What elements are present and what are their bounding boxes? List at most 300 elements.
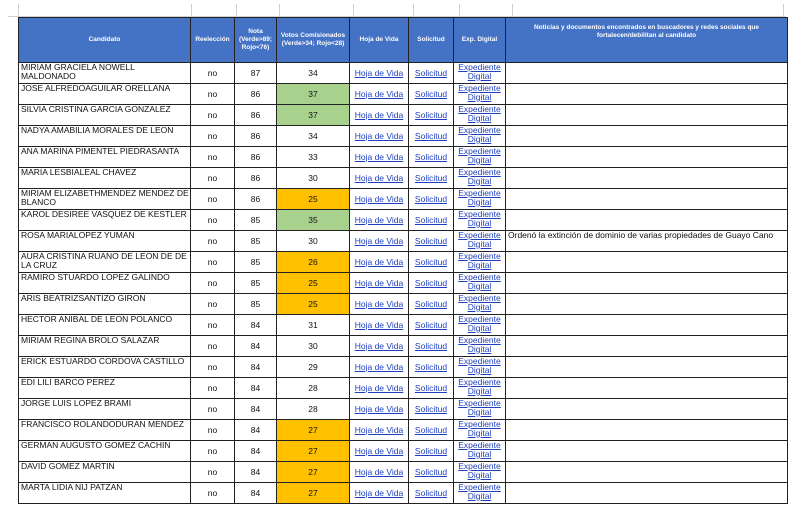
solicitud-link[interactable]: Solicitud (414, 151, 448, 162)
table-row (19, 294, 788, 315)
candidate-name: EDI LILI BARCO PEREZ (19, 378, 191, 399)
solicitud-cell (409, 126, 454, 147)
expediente-digital-link[interactable] (458, 273, 501, 291)
expediente-cell (454, 441, 506, 462)
noticia-cell (506, 315, 788, 336)
candidates-table (18, 17, 788, 504)
expediente-line1: Expediente (458, 335, 501, 345)
reeleccion-value: no (191, 126, 235, 147)
expediente-line1: Expediente (458, 104, 501, 114)
nota-value: 84 (235, 441, 277, 462)
hoja-de-vida-link[interactable]: Hoja de Vida (354, 424, 404, 435)
nota-value: 85 (235, 294, 277, 315)
noticia-cell (506, 273, 788, 294)
noticia-cell (506, 483, 788, 504)
nota-value: 85 (235, 273, 277, 294)
expediente-line1: Expediente (458, 62, 501, 72)
votos-value: 25 (277, 189, 350, 210)
noticia-cell (506, 105, 788, 126)
table-row (19, 336, 788, 357)
reeleccion-value: no (191, 315, 235, 336)
table-row (19, 63, 788, 84)
nota-value: 84 (235, 462, 277, 483)
candidate-name: ROSA MARIALOPEZ YUMAN (19, 231, 191, 252)
reeleccion-value: no (191, 294, 235, 315)
hoja-cell (350, 294, 409, 315)
expediente-line1: Expediente (458, 356, 501, 366)
expediente-cell (454, 189, 506, 210)
header-exp: Exp. Digital (454, 18, 506, 63)
nota-value: 86 (235, 126, 277, 147)
expediente-line2: Digital (467, 385, 492, 396)
nota-value: 86 (235, 84, 277, 105)
hoja-de-vida-link[interactable]: Hoja de Vida (354, 67, 404, 78)
solicitud-link[interactable]: Solicitud (414, 424, 448, 435)
solicitud-link[interactable]: Solicitud (414, 445, 448, 456)
expediente-digital-link[interactable] (458, 252, 501, 270)
candidate-name: MIRIAM REGINA BROLO SALAZAR (19, 336, 191, 357)
solicitud-cell (409, 336, 454, 357)
candidate-name: AURA CRISTINA RUANO DE LEON DE DE LA CRUZ (19, 252, 191, 273)
reeleccion-value: no (191, 63, 235, 84)
hoja-cell (350, 168, 409, 189)
expediente-line1: Expediente (458, 440, 501, 450)
expediente-cell (454, 294, 506, 315)
expediente-digital-link[interactable] (458, 126, 501, 144)
table-row (19, 231, 788, 252)
votos-value: 25 (277, 294, 350, 315)
expediente-digital-link[interactable] (458, 357, 501, 375)
nota-value: 87 (235, 63, 277, 84)
hoja-cell (350, 441, 409, 462)
expediente-digital-link[interactable] (458, 294, 501, 312)
expediente-cell (454, 63, 506, 84)
votos-value: 30 (277, 336, 350, 357)
hoja-de-vida-link[interactable]: Hoja de Vida (354, 88, 404, 99)
hoja-de-vida-link[interactable]: Hoja de Vida (354, 319, 404, 330)
nota-value: 84 (235, 357, 277, 378)
expediente-cell (454, 231, 506, 252)
candidate-name: NADYA AMABILIA MORALES DE LEON (19, 126, 191, 147)
solicitud-link[interactable]: Solicitud (414, 298, 448, 309)
solicitud-cell (409, 441, 454, 462)
hoja-cell (350, 147, 409, 168)
table-row (19, 462, 788, 483)
reeleccion-value: no (191, 273, 235, 294)
candidate-name: ERICK ESTUARDO CORDOVA CASTILLO (19, 357, 191, 378)
solicitud-cell (409, 483, 454, 504)
reeleccion-value: no (191, 105, 235, 126)
hoja-cell (350, 63, 409, 84)
expediente-line2: Digital (467, 133, 492, 144)
reeleccion-value: no (191, 378, 235, 399)
solicitud-link[interactable]: Solicitud (414, 403, 448, 414)
expediente-digital-link[interactable] (458, 378, 501, 396)
solicitud-cell (409, 315, 454, 336)
table-row (19, 168, 788, 189)
candidate-name: HECTOR ANIBAL DE LEON POLANCO (19, 315, 191, 336)
nota-value: 84 (235, 378, 277, 399)
solicitud-link[interactable]: Solicitud (414, 487, 448, 498)
nota-value: 85 (235, 252, 277, 273)
solicitud-link[interactable]: Solicitud (414, 193, 448, 204)
noticia-cell (506, 462, 788, 483)
expediente-digital-link[interactable] (458, 84, 501, 102)
solicitud-link[interactable]: Solicitud (414, 214, 448, 225)
table-row (19, 126, 788, 147)
votos-value: 25 (277, 273, 350, 294)
solicitud-cell (409, 294, 454, 315)
noticia-cell (506, 336, 788, 357)
expediente-line1: Expediente (458, 314, 501, 324)
candidate-name: MIRIAM ELIZABETHMENDEZ MENDEZ DE BLANCO (19, 189, 191, 210)
expediente-cell (454, 252, 506, 273)
hoja-de-vida-link[interactable]: Hoja de Vida (354, 235, 404, 246)
hoja-cell (350, 273, 409, 294)
table-row (19, 189, 788, 210)
candidate-name: ANA MARINA PIMENTEL PIEDRASANTA (19, 147, 191, 168)
noticia-cell (506, 126, 788, 147)
spreadsheet (8, 4, 786, 504)
expediente-line2: Digital (467, 91, 492, 102)
hoja-cell (350, 231, 409, 252)
expediente-line1: Expediente (458, 83, 501, 93)
solicitud-cell (409, 462, 454, 483)
expediente-cell (454, 462, 506, 483)
expediente-digital-link[interactable] (458, 63, 501, 81)
expediente-cell (454, 399, 506, 420)
noticia-cell (506, 357, 788, 378)
expediente-cell (454, 210, 506, 231)
reeleccion-value: no (191, 357, 235, 378)
expediente-digital-link[interactable] (458, 462, 501, 480)
candidate-name: ARIS BEATRIZSANTIZO GIRON (19, 294, 191, 315)
votos-value: 28 (277, 378, 350, 399)
table-row (19, 420, 788, 441)
candidate-name: RAMIRO STUARDO LOPEZ GALINDO (19, 273, 191, 294)
hoja-de-vida-link[interactable]: Hoja de Vida (354, 193, 404, 204)
table-row (19, 357, 788, 378)
expediente-line1: Expediente (458, 125, 501, 135)
expediente-digital-link[interactable] (458, 483, 501, 501)
hoja-cell (350, 210, 409, 231)
expediente-line1: Expediente (458, 146, 501, 156)
expediente-line1: Expediente (458, 419, 501, 429)
reeleccion-value: no (191, 210, 235, 231)
expediente-cell (454, 126, 506, 147)
hoja-cell (350, 378, 409, 399)
expediente-cell (454, 420, 506, 441)
hoja-de-vida-link[interactable]: Hoja de Vida (354, 382, 404, 393)
solicitud-cell (409, 147, 454, 168)
hoja-de-vida-link[interactable]: Hoja de Vida (354, 487, 404, 498)
expediente-cell (454, 378, 506, 399)
solicitud-cell (409, 210, 454, 231)
noticia-cell (506, 84, 788, 105)
reeleccion-value: no (191, 231, 235, 252)
expediente-digital-link[interactable] (458, 147, 501, 165)
votos-value: 27 (277, 420, 350, 441)
solicitud-cell (409, 84, 454, 105)
table-row (19, 210, 788, 231)
votos-value: 34 (277, 63, 350, 84)
expediente-line1: Expediente (458, 230, 501, 240)
expediente-line1: Expediente (458, 398, 501, 408)
expediente-cell (454, 315, 506, 336)
hoja-cell (350, 252, 409, 273)
hoja-de-vida-link[interactable]: Hoja de Vida (354, 109, 404, 120)
expediente-digital-link[interactable] (458, 315, 501, 333)
noticia-cell (506, 420, 788, 441)
hoja-de-vida-link[interactable]: Hoja de Vida (354, 130, 404, 141)
noticia-cell (506, 210, 788, 231)
solicitud-link[interactable]: Solicitud (414, 319, 448, 330)
expediente-line1: Expediente (458, 251, 501, 261)
expediente-digital-link[interactable] (458, 105, 501, 123)
expediente-line2: Digital (467, 322, 492, 333)
solicitud-cell (409, 273, 454, 294)
hoja-cell (350, 357, 409, 378)
reeleccion-value: no (191, 189, 235, 210)
solicitud-cell (409, 378, 454, 399)
expediente-line2: Digital (467, 70, 492, 81)
expediente-cell (454, 168, 506, 189)
solicitud-link[interactable]: Solicitud (414, 172, 448, 183)
votos-value: 27 (277, 441, 350, 462)
noticia-cell (506, 147, 788, 168)
expediente-line2: Digital (467, 238, 492, 249)
reeleccion-value: no (191, 462, 235, 483)
hoja-de-vida-link[interactable]: Hoja de Vida (354, 277, 404, 288)
solicitud-link[interactable]: Solicitud (414, 382, 448, 393)
expediente-line2: Digital (467, 406, 492, 417)
solicitud-cell (409, 168, 454, 189)
expediente-digital-link[interactable] (458, 189, 501, 207)
expediente-line2: Digital (467, 343, 492, 354)
expediente-digital-link[interactable] (458, 441, 501, 459)
hoja-de-vida-link[interactable]: Hoja de Vida (354, 340, 404, 351)
solicitud-link[interactable]: Solicitud (414, 88, 448, 99)
table-row (19, 252, 788, 273)
hoja-de-vida-link[interactable]: Hoja de Vida (354, 298, 404, 309)
nota-value: 84 (235, 336, 277, 357)
votos-value: 35 (277, 210, 350, 231)
solicitud-link[interactable]: Solicitud (414, 130, 448, 141)
table-row (19, 147, 788, 168)
nota-value: 85 (235, 210, 277, 231)
header-row (19, 18, 788, 63)
hoja-de-vida-link[interactable]: Hoja de Vida (354, 214, 404, 225)
nota-value: 84 (235, 315, 277, 336)
expediente-line2: Digital (467, 280, 492, 291)
candidate-name: JOSE ALFREDOAGUILAR ORELLANA (19, 84, 191, 105)
expediente-line2: Digital (467, 154, 492, 165)
table-row (19, 315, 788, 336)
noticia-cell (506, 399, 788, 420)
hoja-cell (350, 189, 409, 210)
hoja-de-vida-link[interactable]: Hoja de Vida (354, 466, 404, 477)
expediente-digital-link[interactable] (458, 231, 501, 249)
table-row (19, 84, 788, 105)
header-candidato: Candidato (19, 18, 191, 63)
reeleccion-value: no (191, 399, 235, 420)
expediente-line1: Expediente (458, 167, 501, 177)
hoja-de-vida-link[interactable]: Hoja de Vida (354, 361, 404, 372)
hoja-cell (350, 483, 409, 504)
noticia-cell (506, 168, 788, 189)
candidate-name: MARIA LESBIALEAL CHAVEZ (19, 168, 191, 189)
expediente-digital-link[interactable] (458, 420, 501, 438)
hoja-cell (350, 399, 409, 420)
table-row (19, 483, 788, 504)
hoja-cell (350, 315, 409, 336)
top-gridlines (8, 4, 786, 17)
expediente-line1: Expediente (458, 377, 501, 387)
hoja-cell (350, 126, 409, 147)
solicitud-cell (409, 252, 454, 273)
solicitud-link[interactable]: Solicitud (414, 235, 448, 246)
table-row (19, 399, 788, 420)
expediente-cell (454, 483, 506, 504)
reeleccion-value: no (191, 168, 235, 189)
solicitud-cell (409, 63, 454, 84)
candidate-name: DAVID GOMEZ MARTIN (19, 462, 191, 483)
votos-value: 29 (277, 357, 350, 378)
expediente-line2: Digital (467, 490, 492, 501)
votos-value: 33 (277, 147, 350, 168)
candidate-name: SILVIA CRISTINA GARCIA GONZALEZ (19, 105, 191, 126)
reeleccion-value: no (191, 441, 235, 462)
expediente-line1: Expediente (458, 188, 501, 198)
header-votos: Votos Comisionados (Verde>34; Rojo<28) (277, 18, 350, 63)
expediente-line2: Digital (467, 427, 492, 438)
reeleccion-value: no (191, 147, 235, 168)
votos-value: 27 (277, 483, 350, 504)
expediente-digital-link[interactable] (458, 399, 501, 417)
expediente-cell (454, 105, 506, 126)
noticia-cell (506, 63, 788, 84)
candidate-name: MARTA LIDIA NIJ PATZAN (19, 483, 191, 504)
hoja-de-vida-link[interactable]: Hoja de Vida (354, 172, 404, 183)
nota-value: 86 (235, 189, 277, 210)
header-noticias: Noticias y documentos encontrados en buscadores y redes sociales que fortalecen/debilitan al candidato (506, 18, 788, 63)
solicitud-link[interactable]: Solicitud (414, 109, 448, 120)
expediente-line1: Expediente (458, 272, 501, 282)
solicitud-link[interactable]: Solicitud (414, 277, 448, 288)
reeleccion-value: no (191, 336, 235, 357)
expediente-line2: Digital (467, 259, 492, 270)
solicitud-link[interactable]: Solicitud (414, 340, 448, 351)
hoja-de-vida-link[interactable]: Hoja de Vida (354, 403, 404, 414)
noticia-cell (506, 252, 788, 273)
nota-value: 84 (235, 420, 277, 441)
nota-value: 86 (235, 168, 277, 189)
noticia-cell: Ordenó la extinción de dominio de varias propiedades de Guayo Cano (506, 231, 788, 252)
hoja-de-vida-link[interactable]: Hoja de Vida (354, 256, 404, 267)
hoja-cell (350, 105, 409, 126)
reeleccion-value: no (191, 252, 235, 273)
expediente-line2: Digital (467, 301, 492, 312)
reeleccion-value: no (191, 483, 235, 504)
hoja-cell (350, 420, 409, 441)
solicitud-cell (409, 231, 454, 252)
expediente-line2: Digital (467, 196, 492, 207)
solicitud-cell (409, 189, 454, 210)
solicitud-cell (409, 420, 454, 441)
table-row (19, 441, 788, 462)
solicitud-link[interactable]: Solicitud (414, 67, 448, 78)
expediente-line2: Digital (467, 112, 492, 123)
solicitud-cell (409, 399, 454, 420)
hoja-de-vida-link[interactable]: Hoja de Vida (354, 151, 404, 162)
nota-value: 85 (235, 231, 277, 252)
header-solicitud: Solicitud (409, 18, 454, 63)
nota-value: 86 (235, 147, 277, 168)
nota-value: 86 (235, 105, 277, 126)
expediente-line1: Expediente (458, 461, 501, 471)
table-row (19, 273, 788, 294)
expediente-line1: Expediente (458, 209, 501, 219)
candidate-name: FRANCISCO ROLANDODURAN MENDEZ (19, 420, 191, 441)
votos-value: 28 (277, 399, 350, 420)
votos-value: 34 (277, 126, 350, 147)
expediente-digital-link[interactable] (458, 210, 501, 228)
solicitud-link[interactable]: Solicitud (414, 256, 448, 267)
expediente-cell (454, 273, 506, 294)
votos-value: 26 (277, 252, 350, 273)
reeleccion-value: no (191, 84, 235, 105)
expediente-cell (454, 357, 506, 378)
votos-value: 37 (277, 84, 350, 105)
hoja-cell (350, 84, 409, 105)
expediente-cell (454, 336, 506, 357)
noticia-cell (506, 441, 788, 462)
expediente-line2: Digital (467, 364, 492, 375)
expediente-digital-link[interactable] (458, 168, 501, 186)
nota-value: 84 (235, 483, 277, 504)
nota-value: 84 (235, 399, 277, 420)
header-hoja: Hoja de Vida (350, 18, 409, 63)
noticia-cell (506, 189, 788, 210)
solicitud-link[interactable]: Solicitud (414, 361, 448, 372)
votos-value: 30 (277, 231, 350, 252)
expediente-line2: Digital (467, 448, 492, 459)
noticia-cell (506, 294, 788, 315)
table-row (19, 105, 788, 126)
votos-value: 30 (277, 168, 350, 189)
hoja-de-vida-link[interactable]: Hoja de Vida (354, 445, 404, 456)
table-row (19, 378, 788, 399)
solicitud-link[interactable]: Solicitud (414, 466, 448, 477)
expediente-line2: Digital (467, 469, 492, 480)
header-reeleccion: Reelección (191, 18, 235, 63)
candidate-name: JORGE LUIS LOPEZ BRAMI (19, 399, 191, 420)
expediente-cell (454, 147, 506, 168)
expediente-digital-link[interactable] (458, 336, 501, 354)
expediente-line1: Expediente (458, 482, 501, 492)
expediente-line2: Digital (467, 217, 492, 228)
votos-value: 37 (277, 105, 350, 126)
hoja-cell (350, 462, 409, 483)
expediente-line1: Expediente (458, 293, 501, 303)
header-nota: Nota (Verde>89; Rojo<76) (235, 18, 277, 63)
votos-value: 31 (277, 315, 350, 336)
candidate-name: GERMAN AUGUSTO GOMEZ CACHIN (19, 441, 191, 462)
solicitud-cell (409, 105, 454, 126)
hoja-cell (350, 336, 409, 357)
solicitud-cell (409, 357, 454, 378)
expediente-cell (454, 84, 506, 105)
